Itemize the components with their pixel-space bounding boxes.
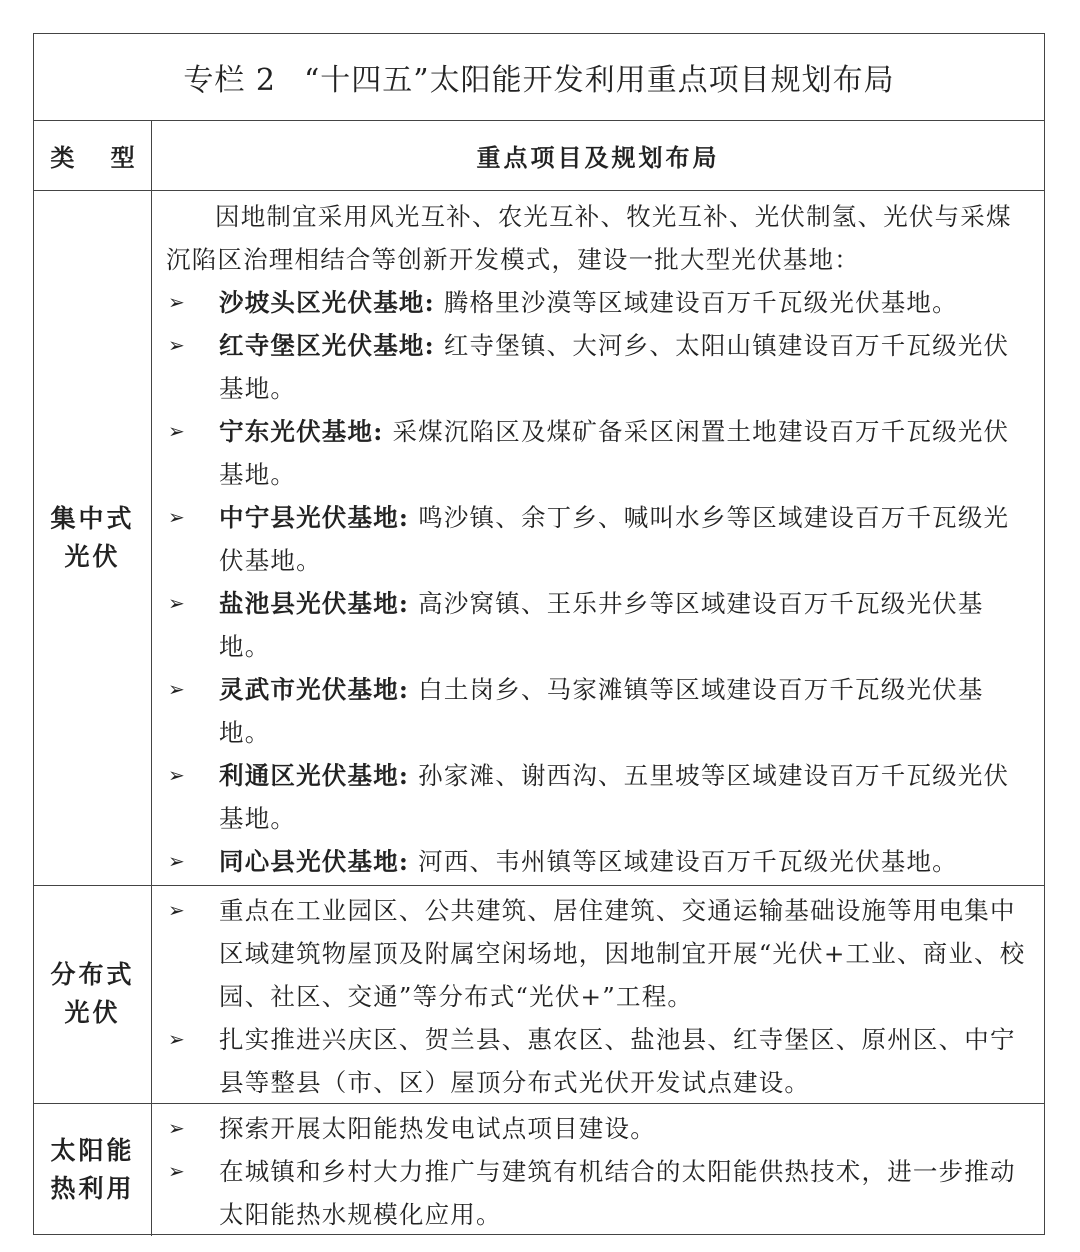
type-line: 集中式 [50, 503, 135, 533]
list-item [166, 668, 1034, 754]
item-name: 红寺堡区光伏基地: [219, 331, 435, 360]
type-line: 太阳能 [50, 1135, 135, 1165]
type-line: 光伏 [64, 541, 121, 571]
row-divider [34, 1103, 1044, 1104]
item-name: 同心县光伏基地: [219, 847, 410, 876]
item-desc: 在城镇和乡村大力推广与建筑有机结合的太阳能供热技术，进一步推动太阳能热水规模化应用。 [219, 1157, 1016, 1229]
row-divider [34, 885, 1044, 886]
item-name: 沙坡头区光伏基地: [219, 288, 435, 317]
item-name: 利通区光伏基地: [219, 761, 410, 790]
arrow-bullet-icon: ➢ [168, 505, 186, 529]
header-type: 类 型 [50, 142, 149, 172]
list-item [166, 496, 1034, 582]
arrow-bullet-icon: ➢ [168, 591, 186, 615]
item-desc: 采煤沉陷区及煤矿备采区闲置土地建设百万千瓦级光伏基地。 [219, 417, 1010, 489]
arrow-bullet-icon: ➢ [168, 1027, 186, 1051]
list-item [166, 1018, 1034, 1104]
arrow-bullet-icon: ➢ [168, 849, 186, 873]
list-item [166, 754, 1034, 840]
item-desc: 高沙窝镇、王乐井乡等区域建设百万千瓦级光伏基地。 [219, 589, 984, 661]
item-name: 宁东光伏基地: [219, 417, 384, 446]
item-desc: 白土岗乡、马家滩镇等区域建设百万千瓦级光伏基地。 [219, 675, 984, 747]
arrow-bullet-icon: ➢ [168, 898, 186, 922]
arrow-bullet-icon: ➢ [168, 677, 186, 701]
item-desc: 腾格里沙漠等区域建设百万千瓦级光伏基地。 [434, 288, 958, 317]
list-item [166, 1107, 1034, 1150]
list-item [166, 889, 1034, 1018]
item-desc: 孙家滩、谢西沟、五里坡等区域建设百万千瓦级光伏基地。 [219, 761, 1010, 833]
planning-table [33, 33, 1045, 1235]
table-title [34, 34, 1044, 121]
item-desc: 鸣沙镇、余丁乡、喊叫水乡等区域建设百万千瓦级光伏基地。 [219, 503, 1010, 575]
arrow-bullet-icon: ➢ [168, 1159, 186, 1183]
type-cell-solar-thermal [34, 1103, 151, 1236]
list-item [166, 281, 1034, 324]
arrow-bullet-icon: ➢ [168, 290, 186, 314]
row-divider [34, 190, 1044, 191]
arrow-bullet-icon: ➢ [168, 333, 186, 357]
list-item [166, 840, 1034, 883]
content-solar-thermal [166, 1107, 1034, 1236]
content-centralized-pv [166, 195, 1034, 883]
column-divider [151, 120, 152, 1236]
content-distributed-pv [166, 889, 1034, 1104]
list-item [166, 582, 1034, 668]
type-line: 热利用 [50, 1173, 135, 1203]
type-line: 光伏 [64, 998, 121, 1027]
list-item [166, 1150, 1034, 1236]
item-desc: 重点在工业园区、公共建筑、居住建筑、交通运输基础设施等用电集中区域建筑物屋顶及附属空闲场地，因地制宜开展“光伏+工业、商业、校园、社区、交通”等分布式“光伏+”工程。 [219, 896, 1026, 1011]
list-item [166, 410, 1034, 496]
arrow-bullet-icon: ➢ [168, 419, 186, 443]
header-content: 重点项目及规划布局 [476, 142, 720, 172]
type-line: 分布式 [50, 960, 135, 989]
type-cell-distributed-pv [34, 885, 151, 1103]
item-name: 灵武市光伏基地: [219, 675, 410, 704]
column-label: 专栏 2 [183, 63, 276, 98]
item-name: 盐池县光伏基地: [219, 589, 410, 618]
item-desc: 河西、韦州镇等区域建设百万千瓦级光伏基地。 [409, 847, 958, 876]
item-desc: 扎实推进兴庆区、贺兰县、惠农区、盐池县、红寺堡区、原州区、中宁县等整县（市、区）屋顶分布式光伏开发试点建设。 [219, 1025, 1016, 1097]
arrow-bullet-icon: ➢ [168, 763, 186, 787]
item-desc: 探索开展太阳能热发电试点项目建设。 [219, 1114, 656, 1143]
type-cell-centralized-pv [34, 190, 151, 885]
intro-paragraph: 因地制宜采用风光互补、农光互补、牧光互补、光伏制氢、光伏与采煤沉陷区治理相结合等创新开发模式，建设一批大型光伏基地： [166, 202, 1012, 274]
title-text: “十四五”太阳能开发利用重点项目规划布局 [303, 63, 895, 98]
list-item [166, 324, 1034, 410]
item-desc: 红寺堡镇、大河乡、太阳山镇建设百万千瓦级光伏基地。 [219, 331, 1010, 403]
item-name: 中宁县光伏基地: [219, 503, 410, 532]
arrow-bullet-icon: ➢ [168, 1116, 186, 1140]
